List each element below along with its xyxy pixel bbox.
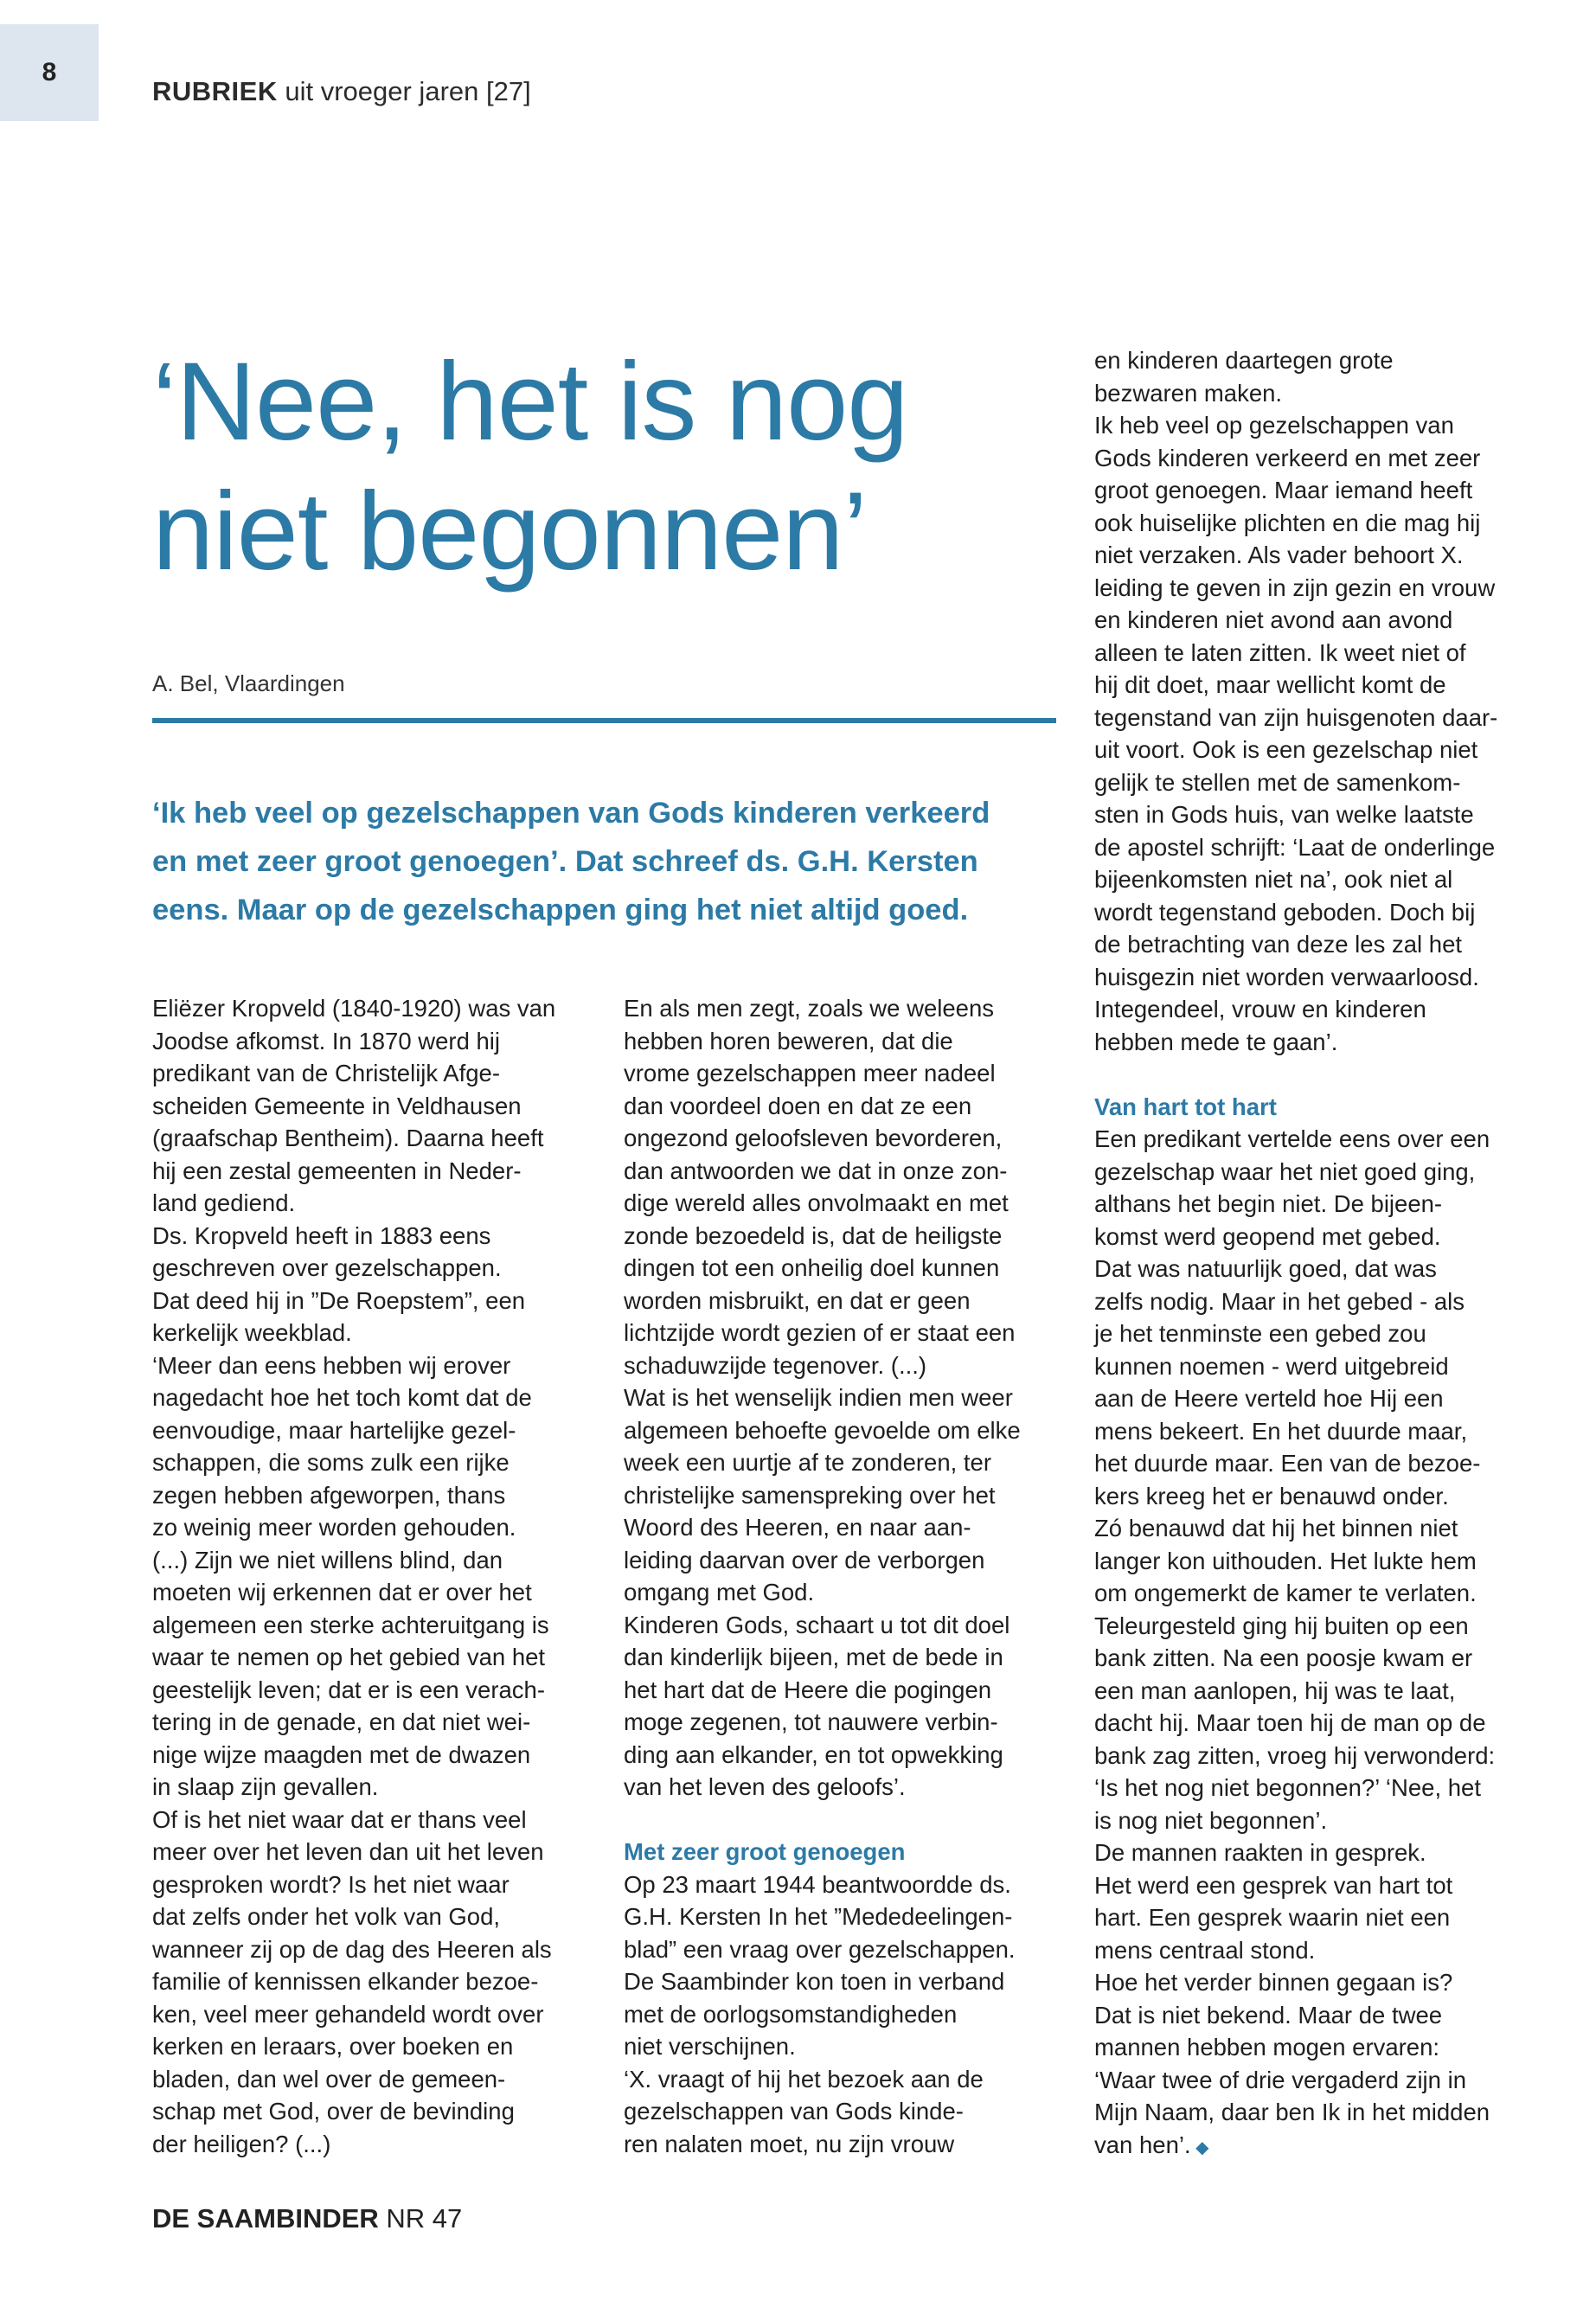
text-line: En als men zegt, zoals we weleens [624, 995, 994, 1022]
text-line: mens bekeert. En het duurde maar, [1094, 1417, 1468, 1445]
text-line: geschreven over gezelschappen. [152, 1254, 502, 1281]
text-line: waar te nemen op het gebied van het [152, 1644, 546, 1670]
text-line: Joodse afkomst. In 1870 werd hij [152, 1027, 501, 1054]
text-line: gesproken wordt? Is het niet waar [152, 1870, 510, 1898]
text-line: Dat is niet bekend. Maar de twee [1094, 2001, 1443, 2029]
text-line: christelijke samenspreking over het [624, 1481, 996, 1509]
intro-paragraph [152, 789, 1069, 934]
text-line: worden misbruikt, en dat er geen [624, 1286, 971, 1314]
text-column-2 [624, 992, 1074, 2160]
text-line: je het tenminste een gebed zou [1094, 1320, 1426, 1347]
text-line: de apostel schrijft: ‘Laat de onderlinge [1094, 833, 1496, 861]
text-line: ‘X. vraagt of hij het bezoek aan de [624, 2065, 984, 2093]
text-line: om ongemerkt de kamer te verlaten. [1094, 1580, 1477, 1606]
text-line: Ik heb veel op gezelschappen van [1094, 412, 1454, 439]
text-line: Een predikant vertelde eens over een [1094, 1125, 1490, 1152]
text-line: hij een zestal gemeenten in Neder- [152, 1157, 522, 1184]
text-line: zonde bezoedeld is, dat de heiligste [624, 1221, 1003, 1249]
text-line: althans het begin niet. De bijeen- [1094, 1190, 1443, 1217]
text-line: schap met God, over de bevinding [152, 2098, 515, 2125]
footer-publication: DE SAAMBINDER [152, 2203, 379, 2234]
text-line: met de oorlogsomstandigheden [624, 2000, 958, 2028]
text-line: dan voordeel doen en dat ze een [624, 1092, 972, 1119]
text-line: Kinderen Gods, schaart u tot dit doel [624, 1611, 1010, 1638]
text-line: eenvoudige, maar hartelijke gezel- [152, 1416, 516, 1444]
text-line: het hart dat de Heere die pogingen [624, 1676, 992, 1703]
text-line: algemeen behoefte gevoelde om elke [624, 1416, 1021, 1444]
headline-line-1: ‘Nee, het is nog [152, 340, 908, 464]
text-line: week een uurtje af te zonderen, ter [624, 1449, 991, 1476]
text-line: Hoe het verder binnen gegaan is? [1094, 1969, 1453, 1996]
text-line: kunnen noemen - werd uitgebreid [1094, 1352, 1449, 1380]
text-line: hebben mede te gaan’. [1094, 1028, 1338, 1055]
byline: A. Bel, Vlaardingen [152, 670, 345, 696]
rubric-header [152, 76, 531, 107]
text-line: hebben horen beweren, dat die [624, 1027, 953, 1054]
text-line: kerken en leraars, over boeken en [152, 2033, 514, 2060]
text-line: gelijk te stellen met de samenkom- [1094, 768, 1461, 796]
text-line: leiding daarvan over de verborgen [624, 1546, 985, 1574]
text-line: bladen, dan wel over de gemeen- [152, 2065, 506, 2093]
text-line: groot genoegen. Maar iemand heeft [1094, 477, 1473, 503]
text-line: G.H. Kersten In het ”Mededeelingen- [624, 1903, 1013, 1930]
text-line: Woord des Heeren, en naar aan- [624, 1514, 971, 1541]
text-line: scheiden Gemeente in Veldhausen [152, 1092, 522, 1119]
text-line: gezelschappen van Gods kinde- [624, 2098, 964, 2125]
text-line: zegen hebben afgeworpen, thans [152, 1481, 506, 1509]
text-line: ‘Is het nog niet begonnen?’ ‘Nee, het [1094, 1774, 1481, 1801]
text-line: bank zag zitten, vroeg hij verwonderd: [1094, 1741, 1496, 1769]
intro-line: en met zeer groot genoegen’. Dat schreef ds. G.H. Kersten [152, 845, 978, 878]
text-line: is nog niet begonnen’. [1094, 1806, 1328, 1834]
paragraph-gap [624, 1804, 1074, 1836]
text-line: langer kon uithouden. Het lukte hem [1094, 1547, 1477, 1574]
text-line: ‘Waar twee of drie vergaderd zijn in [1094, 2066, 1467, 2093]
text-line: dan kinderlijk bijeen, met de bede in [624, 1644, 1003, 1670]
text-line: hart. Een gesprek waarin niet een [1094, 1904, 1451, 1931]
text-line: uit voort. Ook is een gezelschap niet [1094, 736, 1478, 763]
rubric-text: uit vroeger jaren [27] [285, 76, 531, 106]
text-line: dan antwoorden we dat in onze zon- [624, 1157, 1008, 1184]
end-mark-icon: ◆ [1190, 2138, 1209, 2157]
text-column-3 [1094, 344, 1579, 2164]
text-line: Mijn Naam, daar ben Ik in het midden [1094, 2099, 1490, 2125]
text-line: Gods kinderen verkeerd en met zeer [1094, 444, 1481, 471]
text-line: Dat deed hij in ”De Roepstem”, een [152, 1286, 526, 1314]
text-line: vrome gezelschappen meer nadeel [624, 1060, 996, 1086]
text-line: alleen te laten zitten. Ik weet niet of [1094, 638, 1466, 666]
text-line: De mannen raakten in gesprek. [1094, 1839, 1426, 1866]
text-line: schappen, die soms zulk een rijke [152, 1449, 510, 1476]
text-line: tegenstand van zijn huisgenoten daar- [1094, 703, 1498, 731]
text-line: geestelijk leven; dat er is een verach- [152, 1676, 545, 1703]
text-line: Eliëzer Kropveld (1840-1920) was van [152, 995, 556, 1022]
text-line: in slaap zijn gevallen. [152, 1773, 379, 1800]
text-line: ‘Meer dan eens hebben wij erover [152, 1351, 511, 1379]
text-line: kers kreeg het er benauwd onder. [1094, 1482, 1449, 1509]
text-line: moge zegenen, tot nauwere verbin- [624, 1708, 998, 1735]
text-line: familie of kennissen elkander bezoe- [152, 1968, 539, 1995]
article-headline [152, 337, 1069, 597]
text-line: wanneer zij op de dag des Heeren als [152, 1935, 552, 1963]
text-line: huisgezin niet worden verwaarloosd. [1094, 963, 1479, 990]
text-line: zelfs nodig. Maar in het gebed - als [1094, 1287, 1465, 1315]
intro-line: ‘Ik heb veel op gezelschappen van Gods kinderen verkeerd [152, 797, 990, 830]
text-line: dacht hij. Maar toen hij de man op de [1094, 1709, 1486, 1736]
text-line: niet verzaken. Als vader behoort X. [1094, 542, 1464, 568]
text-line: Zó benauwd dat hij het binnen niet [1094, 1515, 1458, 1541]
text-line: lichtzijde wordt gezien of er staat een [624, 1319, 1016, 1346]
subheading-met-zeer-groot-genoegen: Met zeer groot genoegen [624, 1838, 906, 1865]
text-line: een man aanlopen, hij was te laat, [1094, 1676, 1456, 1704]
text-line: Op 23 maart 1944 beantwoordde ds. [624, 1870, 1011, 1898]
text-line: algemeen een sterke achteruitgang is [152, 1611, 549, 1638]
text-line: predikant van de Christelijk Afge- [152, 1060, 501, 1086]
text-line: De Saambinder kon toen in verband [624, 1968, 1005, 1995]
text-line: sten in Gods huis, van welke laatste [1094, 801, 1474, 828]
text-line: wordt tegenstand geboden. Doch bij [1094, 898, 1476, 926]
text-line: zo weinig meer worden gehouden. [152, 1514, 516, 1541]
text-column-1 [152, 992, 602, 2160]
text-line: nagedacht hoe het toch komt dat de [152, 1384, 532, 1411]
text-line: (graafschap Bentheim). Daarna heeft [152, 1125, 544, 1151]
divider-rule [152, 718, 1056, 723]
text-line: komst werd geopend met gebed. [1094, 1222, 1441, 1250]
text-line: Ds. Kropveld heeft in 1883 eens [152, 1221, 491, 1249]
text-line: meer over het leven dan uit het leven [152, 1838, 544, 1865]
text-line: ook huiselijke plichten en die mag hij [1094, 509, 1481, 536]
subheading-van-hart-tot-hart: Van hart tot hart [1094, 1093, 1277, 1120]
text-line: Integendeel, vrouw en kinderen [1094, 996, 1426, 1022]
text-line: mannen hebben mogen ervaren: [1094, 2034, 1440, 2061]
text-line: ongezond geloofsleven bevorderen, [624, 1125, 1003, 1151]
text-line: dige wereld alles onvolmaakt en met [624, 1189, 1009, 1216]
text-line: kerkelijk weekblad. [152, 1319, 352, 1346]
text-line: Wat is het wenselijk indien men weer [624, 1384, 1013, 1411]
text-line: bijeenkomsten niet na’, ook niet al [1094, 866, 1453, 893]
text-line: dat zelfs onder het volk van God, [152, 1903, 501, 1930]
text-line: aan de Heere verteld hoe Hij een [1094, 1385, 1444, 1412]
text-line: Dat was natuurlijk goed, dat was [1094, 1255, 1437, 1282]
page-number: 8 [42, 58, 57, 87]
text-line: niet verschijnen. [624, 2033, 796, 2060]
text-line: blad” een vraag over gezelschappen. [624, 1935, 1016, 1963]
paragraph-gap [1094, 1058, 1579, 1091]
text-line: tering in de genade, en dat niet wei- [152, 1708, 531, 1735]
text-line: de betrachting van deze les zal het [1094, 931, 1463, 958]
text-line: (...) Zijn we niet willens blind, dan [152, 1546, 503, 1574]
text-line: dingen tot een onheilig doel kunnen [624, 1254, 1000, 1281]
text-line: der heiligen? (...) [152, 2130, 331, 2157]
text-line: en kinderen niet avond aan avond [1094, 606, 1453, 633]
rubric-label: RUBRIEK [152, 76, 278, 106]
text-line: leiding te geven in zijn gezin en vrouw [1094, 574, 1496, 601]
text-line: bank zitten. Na een poosje kwam er [1094, 1644, 1473, 1671]
text-line: het duurde maar. Een van de bezoe- [1094, 1450, 1481, 1477]
text-line: Het werd een gesprek van hart tot [1094, 1871, 1453, 1899]
text-line: schaduwzijde tegenover. (...) [624, 1351, 927, 1379]
intro-line: eens. Maar op de gezelschappen ging het niet altijd goed. [152, 894, 969, 926]
text-line: moeten wij erkennen dat er over het [152, 1579, 532, 1606]
text-line: land gediend. [152, 1189, 296, 1216]
headline-line-2: niet begonnen’ [152, 470, 867, 593]
text-line: van het leven des geloofs’. [624, 1773, 906, 1800]
text-line: van hen’. ◆ [1094, 2131, 1209, 2158]
footer [152, 2203, 462, 2234]
text-line: hij dit doet, maar wellicht komt de [1094, 671, 1446, 698]
text-line: bezwaren maken. [1094, 379, 1283, 407]
text-line: gezelschap waar het niet goed ging, [1094, 1157, 1476, 1185]
text-line: Teleurgesteld ging hij buiten op een [1094, 1612, 1469, 1639]
text-line: mens centraal stond. [1094, 1936, 1316, 1964]
text-line: Of is het niet waar dat er thans veel [152, 1805, 527, 1833]
footer-issue: NR 47 [386, 2203, 463, 2234]
page-number-box [0, 24, 99, 121]
text-line: ken, veel meer gehandeld wordt over [152, 2000, 544, 2028]
text-line: ding aan elkander, en tot opwekking [624, 1740, 1003, 1768]
text-line: ren nalaten moet, nu zijn vrouw [624, 2130, 955, 2157]
text-line: omgang met God. [624, 1579, 815, 1606]
text-line: nige wijze maagden met de dwazen [152, 1740, 531, 1768]
text-line: en kinderen daartegen grote [1094, 347, 1394, 374]
